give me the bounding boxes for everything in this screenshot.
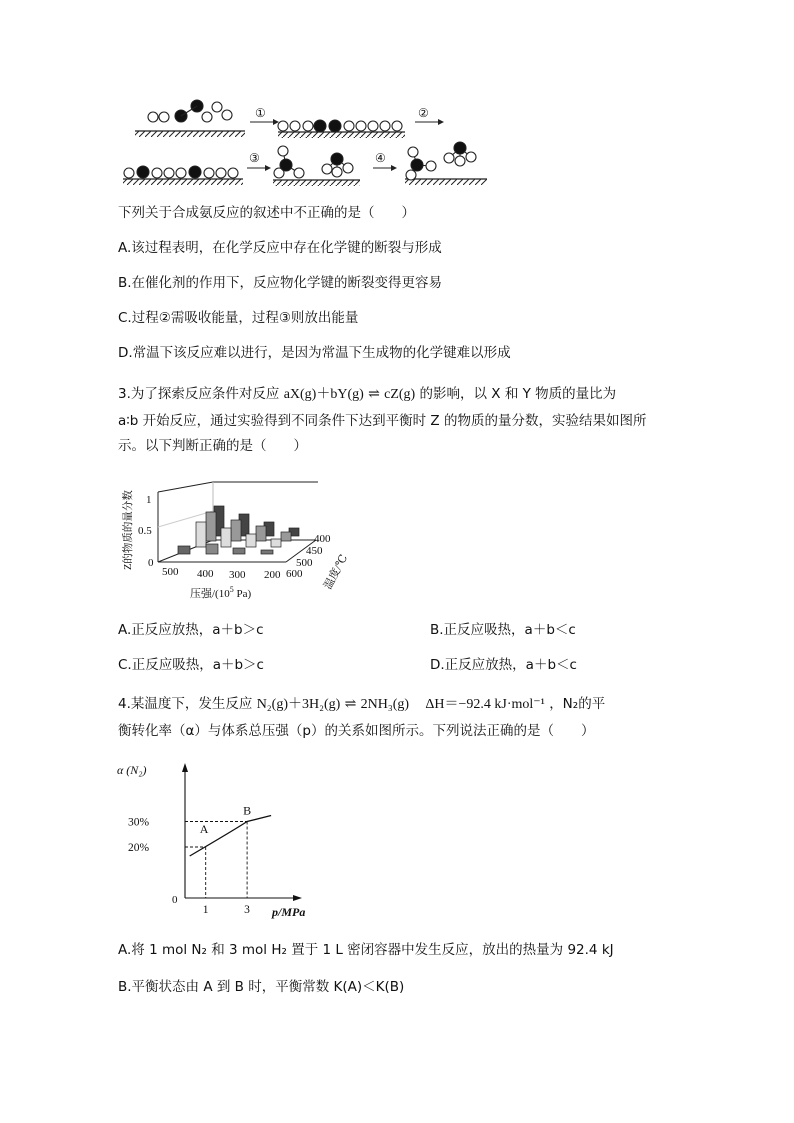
bar — [233, 548, 245, 554]
chart3d-ztick-450: 450 — [306, 545, 323, 557]
chart3d-xlabel: 压强$/(10^5$ Pa) — [190, 585, 252, 600]
q4-line-2: 衡转化率（α）与体系总压强（p）的关系如图所示。下列说法正确的是（ ） — [118, 723, 595, 739]
surface-5 — [405, 179, 487, 185]
chart3d-ytick-05: 0.5 — [138, 525, 152, 537]
q3-reactants: aX(g)＋bY(g) — [283, 387, 364, 402]
q3-option-a[interactable]: A.正反应放热，a＋b＞c — [118, 622, 264, 638]
ytick-30: 30% — [128, 816, 150, 829]
bar — [206, 512, 216, 541]
chart3d-bars — [178, 506, 299, 554]
step-label-4: ④ — [375, 151, 386, 165]
bar — [261, 550, 273, 554]
alpha-chart-origin: 0 — [172, 894, 178, 906]
q3-product: cZ(g) — [384, 387, 416, 402]
chart3d-ytick-0: 0 — [148, 557, 154, 569]
molecules-3 — [124, 166, 238, 178]
point-label-b: B — [243, 803, 252, 818]
bar — [178, 546, 190, 554]
molecules-4 — [274, 146, 353, 178]
chart3d-xtick-400: 400 — [197, 568, 214, 580]
chart3d-ztick-400: 400 — [314, 533, 331, 545]
surface-4 — [273, 180, 360, 186]
xtick-1: 1 — [202, 904, 209, 916]
q4-product: 2NH₃(g) — [360, 697, 410, 712]
q4-prefix: 4.某温度下，发生反应 — [118, 696, 253, 712]
bar — [281, 532, 291, 541]
q4-line-1 — [118, 694, 605, 715]
bar — [256, 526, 266, 541]
ytick-20: 20% — [128, 842, 150, 854]
q3-option-d[interactable]: D.正反应放热，a＋b＜c — [430, 657, 577, 673]
q2-option-b[interactable]: B.在催化剂的作用下，反应物化学键的断裂变得更容易 — [118, 275, 443, 291]
surface-3 — [123, 179, 243, 185]
bar — [206, 544, 218, 554]
alpha-chart-ylabel: α (N₂) — [117, 763, 147, 777]
q3-option-b[interactable]: B.正反应吸热，a＋b＜c — [430, 622, 576, 638]
chart3d-xtick-200: 200 — [264, 569, 281, 581]
step-label-2: ② — [418, 106, 429, 120]
chart3d-ztick-500: 500 — [296, 557, 313, 569]
z-fraction-3d-chart — [118, 470, 351, 605]
molecules-5 — [406, 142, 476, 180]
bar — [246, 534, 256, 547]
q4-enthalpy: ΔH＝−92.4 kJ·mol⁻¹ — [425, 697, 545, 712]
bar — [231, 520, 241, 541]
molecules-1 — [148, 100, 232, 122]
step-label-3: ③ — [249, 151, 260, 165]
molecules-2 — [278, 120, 402, 132]
reversible-arrow-icon: ⇌ — [344, 697, 357, 712]
bar — [196, 522, 206, 547]
q3-line-3: 示。以下判断正确的是（ ） — [118, 438, 307, 454]
q2-option-a[interactable]: A.该过程表明，在化学反应中存在化学键的断裂与形成 — [118, 240, 442, 256]
q2-option-c[interactable]: C.过程②需吸收能量，过程③则放出能量 — [118, 310, 359, 326]
y-axis-arrow-icon — [182, 763, 188, 772]
bar — [221, 528, 231, 547]
alpha-pressure-chart — [115, 758, 325, 923]
chart3d-ylabel: Z的物质的量分数 — [123, 490, 134, 570]
q2-option-d[interactable]: D.常温下该反应难以进行，是因为常温下生成物的化学键难以形成 — [118, 345, 511, 361]
q3-line-1 — [118, 384, 616, 405]
x-axis-arrow-icon — [293, 895, 302, 901]
point-label-a: A — [199, 822, 209, 836]
alpha-chart-xlabel: p/MPa — [272, 905, 306, 919]
surface-2 — [278, 132, 405, 138]
chart3d-zlabel: 温度/℃ — [322, 552, 351, 592]
q4-option-a[interactable]: A.将 1 mol N₂ 和 3 mol H₂ 置于 1 L 密闭容器中发生反应，放出的热量为 92.4 kJ — [118, 942, 614, 958]
xtick-3: 3 — [244, 904, 250, 916]
q4-suffix: ，N₂的平 — [549, 696, 606, 712]
chart3d-ytick-1: 1 — [146, 494, 152, 506]
reaction-process-diagram — [115, 95, 495, 190]
q3-line-2: a∶b 开始反应，通过实验得到不同条件下达到平衡时 Z 的物质的量分数，实验结果如图所 — [118, 413, 647, 429]
q3-option-c[interactable]: C.正反应吸热，a＋b＞c — [118, 657, 264, 673]
q4-reactants: N₂(g)＋3H₂(g) — [256, 697, 341, 712]
chart3d-ztick-600: 600 — [286, 568, 303, 580]
q4-option-b[interactable]: B.平衡状态由 A 到 B 时，平衡常数 K(A)＜K(B) — [118, 979, 405, 995]
surface-1 — [135, 131, 245, 137]
reversible-arrow-icon: ⇌ — [368, 387, 380, 402]
step-label-1: ① — [255, 106, 266, 120]
chart3d-xtick-300: 300 — [229, 569, 246, 581]
q3-suffix: 的影响，以 X 和 Y 物质的量比为 — [419, 386, 617, 402]
q2-stem: 下列关于合成氨反应的叙述中不正确的是（ ） — [118, 205, 415, 221]
q3-prefix: 3.为了探索反应条件对反应 — [118, 386, 280, 402]
bar — [271, 539, 281, 547]
chart3d-xtick-500: 500 — [162, 566, 179, 578]
